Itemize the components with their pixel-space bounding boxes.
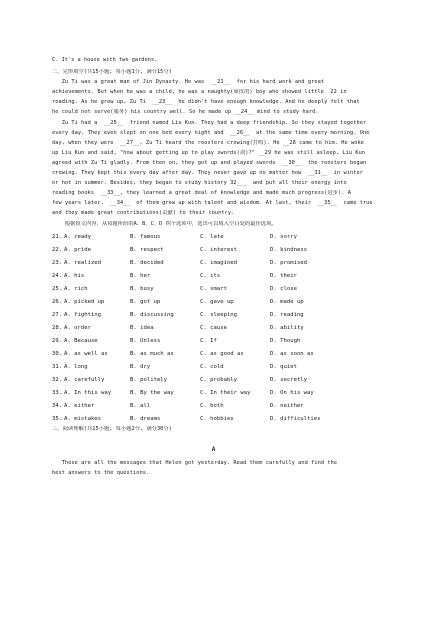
- option-c: C. sleeping: [200, 312, 238, 318]
- passage-line: Zu Ti had a __25__ friend named Liu Kun. They had a deep friendship. So they stayed together: [52, 120, 367, 126]
- option-b: B. busy: [130, 286, 154, 292]
- option-c: C. both: [200, 403, 224, 409]
- option-b: B. decided: [130, 260, 164, 266]
- passage-line: and they made great contributions(贡献) to their country.: [52, 210, 235, 216]
- option-d: D. their: [270, 273, 297, 279]
- option-b: B. dreams: [130, 416, 161, 422]
- option-a: A. pride: [64, 247, 91, 253]
- option-c: C. gave up: [200, 299, 234, 305]
- option-row: [52, 363, 382, 371]
- option-row: [52, 259, 382, 267]
- option-a: A. Because: [64, 338, 98, 344]
- option-d: D. quiet: [270, 364, 297, 370]
- option-c: C. smart: [200, 286, 227, 292]
- question-number: 26.: [52, 299, 63, 305]
- passage-line: crowing. They kept this every day after day. They never gave up no matter how __31__ in winter: [52, 170, 363, 176]
- reading-intro-line: best answers to the questions.: [52, 470, 150, 476]
- option-row: [52, 402, 382, 410]
- option-row: [52, 233, 382, 241]
- part-label: A: [211, 446, 216, 453]
- option-d: D. made up: [270, 299, 304, 305]
- option-a: A. long: [64, 364, 88, 370]
- question-number: 35.: [52, 416, 63, 422]
- question-number: 24.: [52, 273, 63, 279]
- question-number: 33.: [52, 390, 63, 396]
- option-a: A. order: [64, 325, 91, 331]
- option-b: B. her: [130, 273, 151, 279]
- option-c: C. as good as: [200, 351, 244, 357]
- option-a: A. either: [64, 403, 95, 409]
- option-b: B. idea: [130, 325, 154, 331]
- option-row: [52, 350, 382, 358]
- question-number: 31.: [52, 364, 63, 370]
- option-d: D. as soon as: [270, 351, 314, 357]
- option-row: [52, 272, 382, 280]
- option-c: C. cold: [200, 364, 224, 370]
- passage-line: or hot in summer. Besides, they began to study history 32___ and put all their energy into: [52, 180, 347, 186]
- option-row: [52, 376, 382, 384]
- option-c: C. In their way: [200, 390, 251, 396]
- option-d: D. promised: [270, 260, 308, 266]
- option-c: C. If: [200, 338, 217, 344]
- question-number: 32.: [52, 377, 63, 383]
- question-number: 30.: [52, 351, 63, 357]
- option-a: A. realized: [64, 260, 102, 266]
- question-number: 25.: [52, 286, 63, 292]
- passage-line: day, when they were __27__, Zu Ti heard the roosters crowing(打鸣). He __28 came to him. He woke: [52, 140, 364, 146]
- question-number: 22.: [52, 247, 63, 253]
- option-a: A. picked up: [64, 299, 105, 305]
- option-c: C. imagined: [200, 260, 238, 266]
- question-number: 29.: [52, 338, 63, 344]
- option-c: C. interest: [200, 247, 238, 253]
- question-number: 21.: [52, 234, 63, 240]
- option-row: [52, 389, 382, 397]
- option-d: D. Though: [270, 338, 301, 344]
- passage-line: he could not serve(服务) his country well. So he made up __24__ mind to study hard.: [52, 109, 319, 115]
- option-b: B. discussing: [130, 312, 174, 318]
- option-d: D. neither: [270, 403, 304, 409]
- option-row: [52, 298, 382, 306]
- option-row: [52, 415, 382, 423]
- option-a: A. ready: [64, 234, 91, 240]
- option-c: C. hobbies: [200, 416, 234, 422]
- option-a: A. rich: [64, 286, 88, 292]
- cloze-instruction: 根据短文内容，从每题所给的A、B、C、D 四个选项中，选出可以填入空白处的最佳选项。: [52, 221, 277, 227]
- option-a: A. carefully: [64, 377, 105, 383]
- passage-line: reading. As he grew up, Zu Ti __23__ he didn't have enough knowledge. And he deeply felt that: [52, 99, 360, 105]
- passage-line: every day. They even slept on one bed every night and __26__ at the same time every morning. One: [52, 130, 370, 136]
- option-b: B. Unless: [130, 338, 161, 344]
- option-d: D. reading: [270, 312, 304, 318]
- option-d: D. close: [270, 286, 297, 292]
- option-a: A. In this way: [64, 390, 112, 396]
- option-b: B. respect: [130, 247, 164, 253]
- section-title-reading: 三、阅读理解(共15小题; 每小题2分, 满分30分): [52, 426, 172, 432]
- option-c: C. late: [200, 234, 224, 240]
- passage-line: agreed with Zu Ti gladly. From then on, they got up and played swords __30__ the roosters began: [52, 160, 367, 166]
- passage-line: Zu Ti was a great man of Jin Dynasty. He was __21__ for his hard work and great: [52, 79, 325, 85]
- option-d: D. kindness: [270, 247, 308, 253]
- option-d: D. secretly: [270, 377, 308, 383]
- question-number: 23.: [52, 260, 63, 266]
- passage-line: few years later, __34__ of them grew up with talent and wisdom. At last, their __35__ came true: [52, 200, 373, 206]
- option-c: C. cause: [200, 325, 227, 331]
- option-a: A. mistakes: [64, 416, 102, 422]
- question-number: 34.: [52, 403, 63, 409]
- option-d: D. sorry: [270, 234, 297, 240]
- option-c: C. probably: [200, 377, 238, 383]
- option-b: B. got up: [130, 299, 161, 305]
- option-row: [52, 246, 382, 254]
- option-b: B. politely: [130, 377, 168, 383]
- reading-intro-line: These are all the messages that Helen got yesterday. Read them carefully and find the: [52, 460, 338, 466]
- passage-line: up Liu Kun and said, "how about getting up to play swords(剑)?" __29 he was still asleep, Liu Kun: [52, 150, 366, 156]
- option-c-previous: C. It's a house with two gardens.: [52, 57, 158, 63]
- option-row: [52, 285, 382, 293]
- passage-line: achievements. But when he was a child, he was a naughty(顽皮的) boy who showed little 22 in: [52, 89, 347, 95]
- question-number: 28.: [52, 325, 63, 331]
- option-b: B. By the way: [130, 390, 174, 396]
- option-row: [52, 324, 382, 332]
- option-row: [52, 311, 382, 319]
- passage-line: reading books __33__, they learned a great deal of knowledge and made much progress(进步). A: [52, 190, 351, 196]
- option-d: D. ability: [270, 325, 304, 331]
- option-b: B. as much as: [130, 351, 174, 357]
- question-number: 27.: [52, 312, 63, 318]
- option-row: [52, 337, 382, 345]
- option-d: D. difficulties: [270, 416, 321, 422]
- option-a: A. as well as: [64, 351, 108, 357]
- section-title-cloze: 二、完形填空(共15小题; 每小题1分, 满分15分): [52, 69, 172, 75]
- option-b: B. famous: [130, 234, 161, 240]
- option-a: A. fighting: [64, 312, 102, 318]
- option-a: A. his: [64, 273, 85, 279]
- option-d: D. On his way: [270, 390, 314, 396]
- option-b: B. dry: [130, 364, 151, 370]
- option-b: B. all: [130, 403, 151, 409]
- option-c: C. its: [200, 273, 221, 279]
